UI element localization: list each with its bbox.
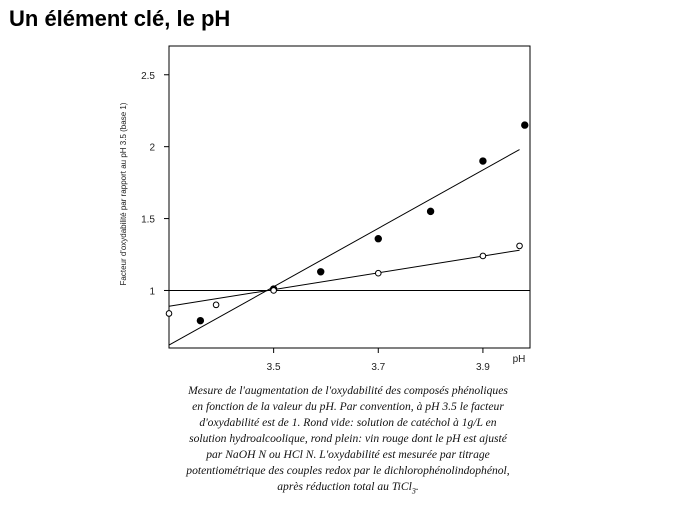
open-data-point <box>517 243 523 249</box>
open-data-point <box>213 302 219 308</box>
caption-line: potentiométrique des couples redox par le dichlorophénolindophénol, <box>186 464 510 477</box>
filled-data-point <box>197 317 203 323</box>
caption-line: par NaOH N ou HCl N. L'oxydabilité est mesurée par titrage <box>206 448 490 461</box>
y-tick-label: 2 <box>149 142 155 154</box>
open-data-point <box>166 311 172 317</box>
filled-data-point <box>522 122 528 128</box>
open-data-point <box>271 288 277 294</box>
filled-series-fit-line <box>169 150 520 346</box>
slide-title: Un élément clé, le pH <box>9 6 231 31</box>
filled-data-point <box>480 158 486 164</box>
figure-caption <box>152 383 544 499</box>
caption-line: d'oxydabilité est de 1. Rond vide: solution de catéchol à 1g/L en <box>199 416 497 429</box>
x-axis-label: pH <box>512 354 526 365</box>
caption-subscript: 3 <box>411 486 416 496</box>
open-data-point <box>375 270 381 276</box>
open-data-point <box>480 253 486 259</box>
y-tick-label: 1 <box>149 286 155 298</box>
y-tick-label: 2.5 <box>141 70 155 82</box>
y-tick-label: 1.5 <box>141 214 155 226</box>
x-tick-label: 3.5 <box>266 362 281 373</box>
x-tick-label: 3.9 <box>475 362 490 373</box>
filled-data-point <box>318 269 324 275</box>
caption-last-line <box>152 479 544 499</box>
caption-last-line-text: après réduction total au TiCl <box>277 480 412 493</box>
filled-data-point <box>427 208 433 214</box>
plot-frame <box>169 46 530 348</box>
open-series-fit-line <box>169 250 520 306</box>
filled-data-point <box>375 236 381 242</box>
y-axis-label: Facteur d'oxydabilité par rapport au pH 3.5 (base 1) <box>119 102 128 286</box>
caption-line: solution hydroalcoolique, rond plein: vin rouge dont le pH est ajusté <box>189 432 507 445</box>
x-tick-label: 3.7 <box>371 362 386 373</box>
caption-period: . <box>415 480 419 493</box>
caption-line: Mesure de l'augmentation de l'oxydabilité des composés phénoliques <box>188 384 508 397</box>
caption-line: en fonction de la valeur du pH. Par convention, à pH 3.5 le facteur <box>192 400 504 413</box>
